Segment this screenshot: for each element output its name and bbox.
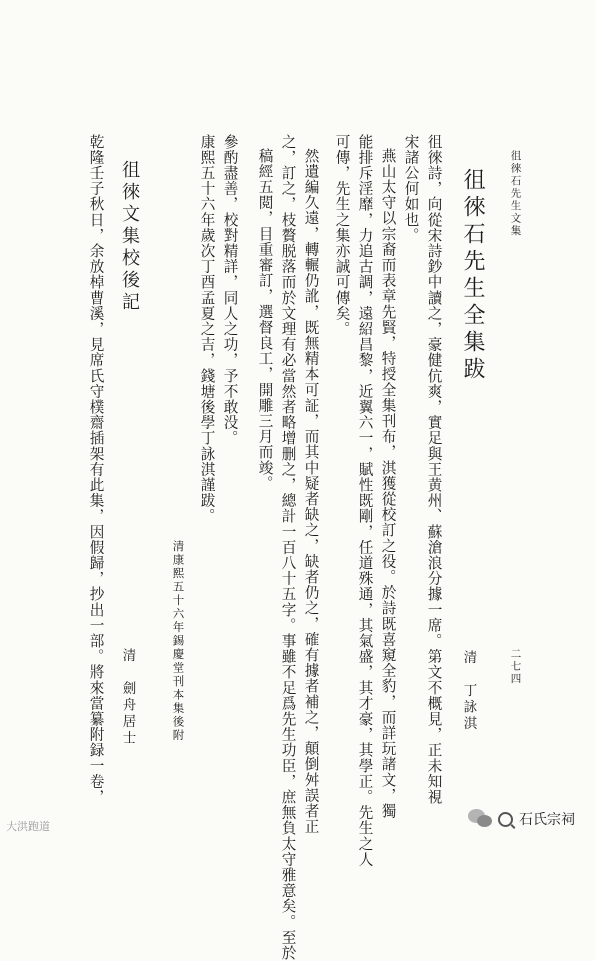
page-number: 二七四 [509, 648, 522, 686]
paragraph-line: 康熙五十六年歲次丁酉孟夏之吉，錢塘後學丁詠淇謹跋。 [198, 134, 216, 524]
paragraph-line: 參酌盡善，校對精詳，同人之功，予不敢没。 [221, 134, 239, 446]
paragraph-line: 燕山太守以宗裔而表章先賢，特授全集刊布，淇獲從校訂之役。於詩既喜窺全豹，而詳玩諸文，獨 [379, 148, 397, 819]
essay-author: 清 劍舟居士 [119, 648, 136, 747]
paragraph-line: 之，訂之，枝贅脱落而於文理有必當然者略增删之，總計一百八十五字。事雖不足爲先生功臣，庶無負太守雅意矣。至於 [279, 134, 297, 961]
paragraph-line: 宋諸公何如也。 [402, 134, 420, 244]
essay-title: 徂徠文集校後記 [119, 160, 140, 314]
paragraph-line: 可傳，先生之集亦誠可傳矣。 [333, 134, 351, 337]
paragraph-line: 稿經五閲，目重審訂，選督良工，開雕三月而竣。 [256, 148, 274, 492]
paragraph-line: 能排斥淫靡，力追古調，遠紹昌黎，近翼六一，賦性既剛，任道殊通，其氣盛，其才豪，其學正。先生之人 [356, 134, 374, 868]
essay-title: 徂徠石先生全集跋 [460, 168, 485, 384]
paragraph-line: 然遺編久遠，轉輾仍訛，既無精本可証，而其中疑者缺之，缺者仍之，確有據者補之，顛倒舛誤者正 [302, 148, 320, 835]
source-note: 清康熙五十六年錫慶堂刊本集後附 [171, 540, 186, 743]
watermark-left: 大洪跑道 [6, 820, 50, 833]
book-title: 徂徠石先生文集 [509, 150, 522, 238]
watermark-right-label: 石氏宗祠 [519, 812, 575, 828]
paragraph-line: 乾隆壬子秋日，余放棹曹溪，見席氏守樸齋插架有此集，因假歸，抄出一部。將來當纂附録一卷， [87, 134, 105, 805]
essay-author: 清 丁詠淇 [460, 650, 477, 733]
wechat-icon [468, 809, 494, 829]
paragraph-line: 徂徠詩，向從宋詩鈔中讀之，豪健伉爽，實足與王黄州、蘇滄浪分據一席。第文不概見，正未知視 [425, 134, 443, 805]
search-icon [498, 812, 513, 827]
watermark-right [468, 809, 575, 829]
